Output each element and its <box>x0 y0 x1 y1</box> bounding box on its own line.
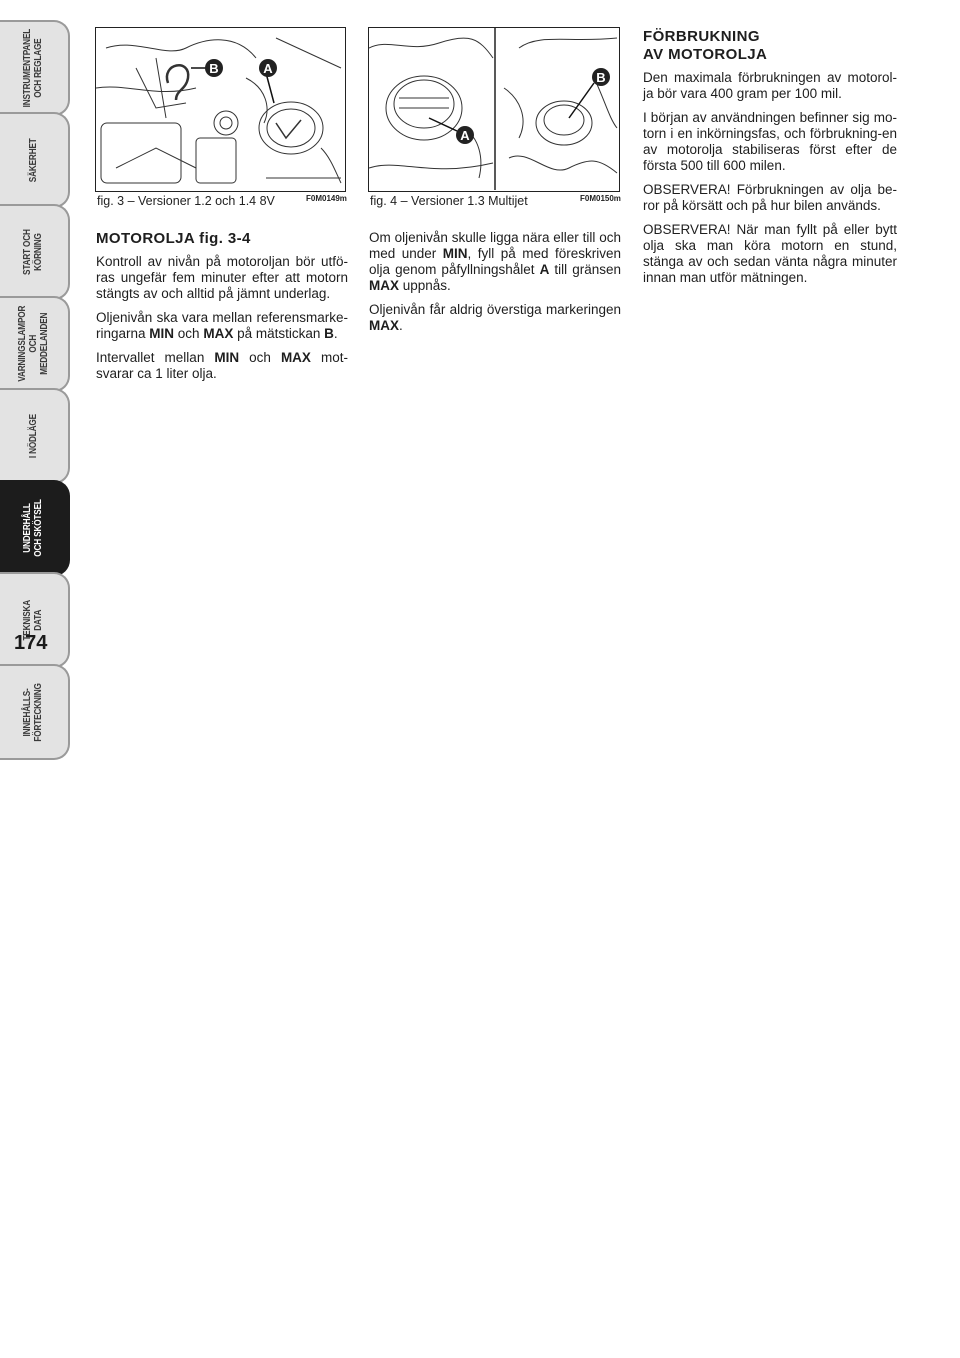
tab-instrumentpanel[interactable] <box>0 20 70 116</box>
figure-3-code: F0M0149m <box>306 194 347 203</box>
section-heading-forbrukning: FÖRBRUKNING AV MOTOROLJA <box>643 28 768 63</box>
tab-label: I NÖDLÄGE <box>27 413 39 459</box>
section-heading-motorolja: MOTOROLJA fig. 3-4 <box>96 230 251 247</box>
column-3 <box>643 28 897 294</box>
tab-innehallsforteckning[interactable] <box>0 664 70 760</box>
paragraph: Den maximala förbrukningen av motorol-ja bör vara 400 gram per 100 mil. <box>643 70 897 101</box>
figure-4-caption: fig. 4 – Versioner 1.3 Multijet <box>370 194 528 208</box>
tab-label: SÄKERHET <box>27 138 39 182</box>
paragraph: Om oljenivån skulle ligga nära eller till och med under MIN, fyll på med föreskriven olja genom påfyllningshålet A till gränsen MAX uppnås. <box>369 230 622 293</box>
tab-label: START OCH KÖRNING <box>22 229 44 275</box>
figure-3-engine-illustration <box>95 27 346 192</box>
paragraph: OBSERVERA! Förbrukningen av olja be-ror på körsätt och på hur bilen används. <box>643 182 897 213</box>
column-2 <box>369 230 621 342</box>
tab-i-nodlage[interactable] <box>0 388 70 484</box>
paragraph: Oljenivån får aldrig överstiga markeringen MAX. <box>369 302 621 333</box>
engine-drawing <box>96 28 344 190</box>
callout-a: A <box>460 128 470 143</box>
callout-b: B <box>209 61 219 76</box>
page-number: 174 <box>14 632 48 654</box>
tab-start-och-korning[interactable] <box>0 204 70 300</box>
figure-3-caption: fig. 3 – Versioner 1.2 och 1.4 8V <box>97 194 275 208</box>
paragraph: Oljenivån ska vara mellan referensmarke-ringarna MIN och MAX på mätstickan B. <box>96 310 348 341</box>
tab-sakerhet[interactable] <box>0 112 70 208</box>
tab-underhall-och-skotsel[interactable] <box>0 480 70 576</box>
paragraph: Kontroll av nivån på motoroljan bör utfö-ras ungefär fem minuter efter att motorn stängts av och alltid på jämnt underlag. <box>96 254 348 301</box>
tab-label: UNDERHÅLL OCH SKÖTSEL <box>22 499 44 557</box>
tab-varningslampor[interactable] <box>0 296 70 392</box>
callout-b: B <box>596 70 606 85</box>
column-1 <box>96 230 348 390</box>
paragraph: OBSERVERA! När man fyllt på eller bytt olja ska man köra motorn en stund, stänga av och sedan vänta några minuter innan man utför mätningen. <box>643 222 897 285</box>
tab-label: INNEHÅLLS- FÖRTECKNING <box>22 682 44 742</box>
callout-a: A <box>263 61 273 76</box>
tab-label: TEKNISKA DATA <box>22 599 44 641</box>
tab-label: INSTRUMENTPANEL OCH REGLAGE <box>22 28 44 108</box>
paragraph: I början av användningen befinner sig mo-torn i en inkörningsfas, och förbrukning-en av motorolja stabiliseras först efter de första 500 till 600 milen. <box>643 110 897 173</box>
paragraph: Intervallet mellan MIN och MAX mot-svarar ca 1 liter olja. <box>96 350 348 381</box>
tab-label: VARNINGSLAMPOR OCH MEDDELANDEN <box>16 306 50 382</box>
figure-4-code: F0M0150m <box>580 194 621 203</box>
engine-drawing <box>369 28 618 190</box>
figure-4-engine-illustration <box>368 27 620 192</box>
